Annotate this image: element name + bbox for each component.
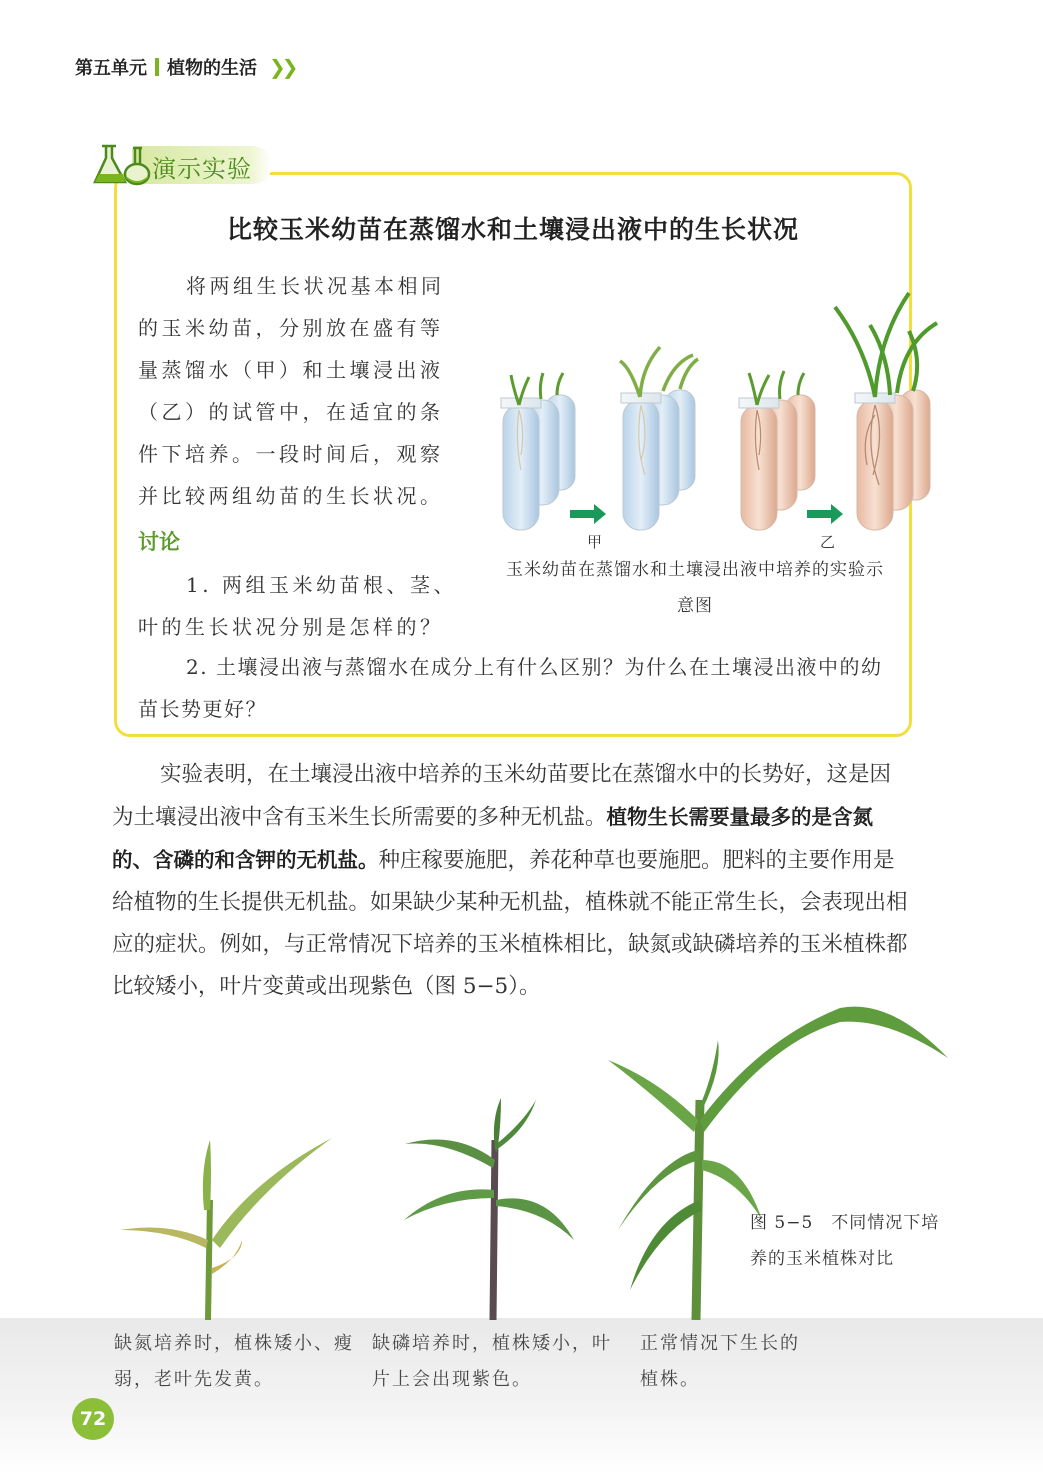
body-text-part-1: 实验表明，在土壤浸出液中培养的玉米幼苗要比在蒸馏水中的长势好，这是因为土壤浸出液中含有玉米生长所需要的多种无机盐。 [112,762,892,830]
plant-nitrogen-deficient [120,1138,332,1320]
discussion-heading: 讨论 [138,530,180,554]
running-header [75,52,295,82]
body-text-bold: 植物生长需要量最多的是含氮的、含磷的和含钾的无机盐。 [112,805,874,872]
tube-group-soil-after [835,293,937,530]
tube-figure-caption: 玉米幼苗在蒸馏水和土壤浸出液中培养的实验示意图 [506,560,884,616]
experiment-title: 比较玉米幼苗在蒸馏水和土壤浸出液中的生长状况 [226,215,799,244]
plant-c-caption: 正常情况下生长的植株。 [640,1333,800,1390]
figure-5-5-caption: 图 5−5 不同情况下培养的玉米植株对比 [750,1213,940,1269]
test-tube-illustration [495,285,945,555]
arrow-icon [570,504,606,524]
discussion-question-2: 2. 土壤浸出液与蒸馏水在成分上有什么区别？为什么在土壤浸出液中的幼苗长势更好？ [138,655,883,721]
unit-title: 植物的生活 [167,58,257,79]
experiment-intro: 将两组生长状况基本相同的玉米幼苗，分别放在盛有等量蒸馏水（甲）和土壤浸出液（乙）的试管中，在适宜的条件下培养。一段时间后，观察并比较两组幼苗的生长状况。 [138,274,445,508]
page-number: 72 [72,1398,114,1440]
arrow-icon [807,504,843,524]
double-chevron-icon: ❯❯ [269,55,295,79]
header-divider [155,58,159,76]
plant-a-caption: 缺氮培养时，植株矮小、瘦弱，老叶先发黄。 [114,1333,354,1390]
body-paragraph [112,754,912,1008]
plant-phosphorus-deficient [404,1098,574,1320]
unit-label: 第五单元 [75,58,147,79]
plant-b-caption: 缺磷培养时，植株矮小，叶片上会出现紫色。 [372,1333,612,1390]
tube-group-water-after [620,347,698,530]
discussion-question-1: 1. 两组玉米幼苗根、茎、叶的生长状况分别是怎样的？ [138,573,457,639]
tube-label-b: 乙 [820,533,836,551]
tube-group-water-before [501,373,575,530]
tube-label-a: 甲 [587,533,603,551]
body-text-part-2: 种庄稼要施肥，养花种草也要施肥。肥料的主要作用是给植物的生长提供无机盐。如果缺少某种无机盐，植株就不能正常生长，会表现出相应的症状。例如，与正常情况下培养的玉米植株相比，缺氮或缺磷培养的玉米植株都比较矮小，叶片变黄或出现紫色（图 5−5）。 [112,848,908,999]
demo-experiment-tag [92,142,276,188]
demo-tag-label: 演示实验 [152,155,252,183]
flask-icon [92,142,152,188]
tube-group-soil-before [739,371,815,530]
